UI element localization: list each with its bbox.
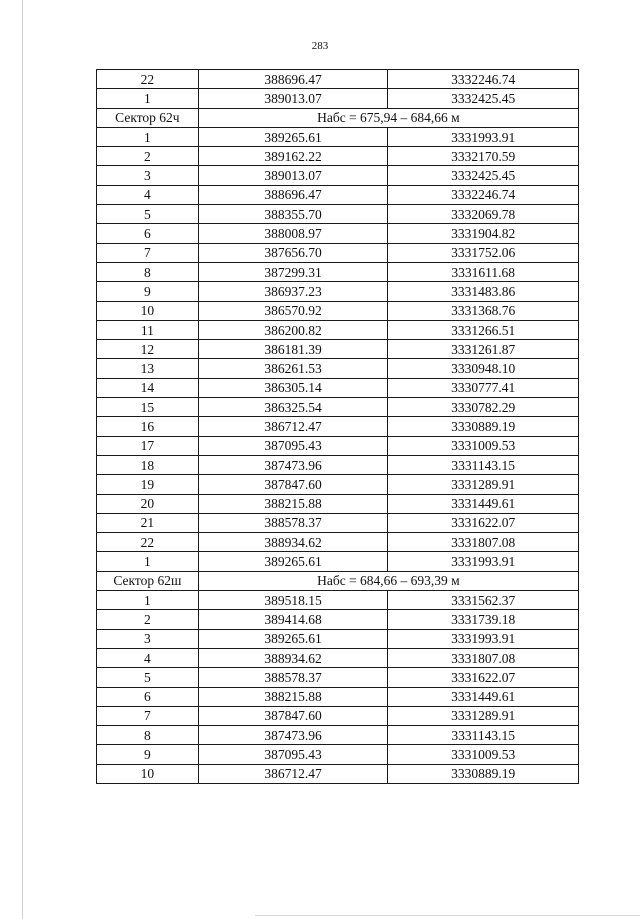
coordinate-x: 387299.31 [198, 262, 388, 281]
coordinate-y: 3331289.91 [388, 475, 579, 494]
coordinate-y: 3331622.07 [388, 668, 579, 687]
table-row [97, 166, 579, 185]
point-number: 10 [97, 301, 199, 320]
point-number: 1 [97, 552, 199, 571]
table-row [97, 320, 579, 339]
coordinate-y: 3330782.29 [388, 398, 579, 417]
point-number: 15 [97, 398, 199, 417]
point-number: 5 [97, 668, 199, 687]
point-number: 22 [97, 533, 199, 552]
coordinate-y: 3331562.37 [388, 591, 579, 610]
coordinate-y: 3331483.86 [388, 282, 579, 301]
coordinate-y: 3331739.18 [388, 610, 579, 629]
coordinate-x: 387656.70 [198, 243, 388, 262]
coordinate-y: 3331368.76 [388, 301, 579, 320]
table-row [97, 262, 579, 281]
point-number: 16 [97, 417, 199, 436]
coordinate-y: 3331261.87 [388, 340, 579, 359]
coordinate-y: 3331143.15 [388, 455, 579, 474]
coordinate-y: 3331266.51 [388, 320, 579, 339]
coordinate-x: 388934.62 [198, 648, 388, 667]
coordinate-y: 3330889.19 [388, 417, 579, 436]
table-row [97, 243, 579, 262]
table-row [97, 513, 579, 532]
coordinate-x: 388696.47 [198, 185, 388, 204]
point-number: 6 [97, 224, 199, 243]
coordinate-y: 3331622.07 [388, 513, 579, 532]
point-number: 11 [97, 320, 199, 339]
point-number: 22 [97, 70, 199, 89]
point-number: 21 [97, 513, 199, 532]
point-number: 14 [97, 378, 199, 397]
coordinate-x: 386181.39 [198, 340, 388, 359]
coordinate-y: 3332246.74 [388, 185, 579, 204]
scan-edge-left [22, 0, 23, 919]
coordinate-y: 3331009.53 [388, 745, 579, 764]
point-number: 2 [97, 147, 199, 166]
coordinate-y: 3330948.10 [388, 359, 579, 378]
table-row [97, 282, 579, 301]
point-number: 5 [97, 205, 199, 224]
coordinate-x: 387095.43 [198, 745, 388, 764]
section-name: Сектор 62ш [97, 571, 199, 590]
table-row [97, 494, 579, 513]
coordinate-y: 3331904.82 [388, 224, 579, 243]
coordinate-x: 389265.61 [198, 552, 388, 571]
table-row [97, 378, 579, 397]
table-row [97, 205, 579, 224]
scan-edge-bottom [255, 915, 640, 916]
table-row [97, 455, 579, 474]
point-number: 18 [97, 455, 199, 474]
coordinate-y: 3331611.68 [388, 262, 579, 281]
coordinate-y: 3331752.06 [388, 243, 579, 262]
coordinate-y: 3332170.59 [388, 147, 579, 166]
table-row [97, 301, 579, 320]
point-number: 4 [97, 185, 199, 204]
coordinate-x: 387847.60 [198, 706, 388, 725]
point-number: 3 [97, 166, 199, 185]
table-row [97, 745, 579, 764]
point-number: 8 [97, 726, 199, 745]
table-row [97, 89, 579, 108]
coordinate-x: 387847.60 [198, 475, 388, 494]
coordinate-y: 3332246.74 [388, 70, 579, 89]
table-row [97, 185, 579, 204]
coordinate-x: 388696.47 [198, 70, 388, 89]
coordinate-y: 3331449.61 [388, 494, 579, 513]
coordinates-table-body [97, 70, 579, 784]
point-number: 12 [97, 340, 199, 359]
coordinate-x: 388355.70 [198, 205, 388, 224]
table-row [97, 687, 579, 706]
coordinate-y: 3330777.41 [388, 378, 579, 397]
point-number: 7 [97, 243, 199, 262]
coordinate-y: 3331807.08 [388, 648, 579, 667]
coordinate-x: 387473.96 [198, 455, 388, 474]
table-row [97, 629, 579, 648]
coordinate-x: 389162.22 [198, 147, 388, 166]
coordinate-x: 386937.23 [198, 282, 388, 301]
coordinates-table [96, 69, 579, 784]
table-row [97, 127, 579, 146]
point-number: 6 [97, 687, 199, 706]
section-header-row [97, 108, 579, 127]
point-number: 1 [97, 591, 199, 610]
coordinate-x: 389265.61 [198, 629, 388, 648]
section-height-range: Набс = 675,94 – 684,66 м [198, 108, 578, 127]
point-number: 13 [97, 359, 199, 378]
coordinate-x: 389518.15 [198, 591, 388, 610]
coordinate-y: 3331289.91 [388, 706, 579, 725]
coordinate-x: 386570.92 [198, 301, 388, 320]
table-row [97, 475, 579, 494]
coordinate-y: 3331993.91 [388, 629, 579, 648]
coordinate-y: 3332425.45 [388, 166, 579, 185]
table-row [97, 70, 579, 89]
table-row [97, 224, 579, 243]
table-row [97, 436, 579, 455]
point-number: 1 [97, 89, 199, 108]
coordinate-x: 386200.82 [198, 320, 388, 339]
point-number: 17 [97, 436, 199, 455]
table-row [97, 610, 579, 629]
point-number: 20 [97, 494, 199, 513]
coordinate-x: 386712.47 [198, 764, 388, 783]
coordinate-x: 388215.88 [198, 494, 388, 513]
coordinate-x: 388578.37 [198, 668, 388, 687]
point-number: 2 [97, 610, 199, 629]
coordinate-x: 388215.88 [198, 687, 388, 706]
section-name: Сектор 62ч [97, 108, 199, 127]
table-row [97, 591, 579, 610]
coordinate-x: 387095.43 [198, 436, 388, 455]
table-row [97, 417, 579, 436]
coordinate-y: 3331807.08 [388, 533, 579, 552]
coordinate-x: 388934.62 [198, 533, 388, 552]
section-header-row [97, 571, 579, 590]
coordinate-x: 389013.07 [198, 166, 388, 185]
table-row [97, 398, 579, 417]
coordinate-x: 389265.61 [198, 127, 388, 146]
coordinate-x: 387473.96 [198, 726, 388, 745]
section-height-range: Набс = 684,66 – 693,39 м [198, 571, 578, 590]
coordinate-y: 3331993.91 [388, 552, 579, 571]
page-number: 283 [311, 40, 329, 52]
coordinate-x: 389414.68 [198, 610, 388, 629]
coordinate-x: 386325.54 [198, 398, 388, 417]
point-number: 10 [97, 764, 199, 783]
point-number: 19 [97, 475, 199, 494]
coordinate-y: 3331009.53 [388, 436, 579, 455]
point-number: 3 [97, 629, 199, 648]
table-row [97, 533, 579, 552]
table-row [97, 706, 579, 725]
coordinate-x: 386305.14 [198, 378, 388, 397]
table-row [97, 340, 579, 359]
coordinate-x: 389013.07 [198, 89, 388, 108]
coordinate-y: 3331449.61 [388, 687, 579, 706]
table-row [97, 726, 579, 745]
table-row [97, 764, 579, 783]
coordinate-x: 386261.53 [198, 359, 388, 378]
table-row [97, 552, 579, 571]
point-number: 9 [97, 745, 199, 764]
point-number: 1 [97, 127, 199, 146]
point-number: 7 [97, 706, 199, 725]
table-row [97, 648, 579, 667]
table-row [97, 147, 579, 166]
coordinate-x: 386712.47 [198, 417, 388, 436]
coordinate-y: 3332069.78 [388, 205, 579, 224]
point-number: 4 [97, 648, 199, 667]
coordinate-x: 388008.97 [198, 224, 388, 243]
coordinate-y: 3331143.15 [388, 726, 579, 745]
coordinate-y: 3331993.91 [388, 127, 579, 146]
coordinate-x: 388578.37 [198, 513, 388, 532]
coordinate-y: 3330889.19 [388, 764, 579, 783]
table-row [97, 359, 579, 378]
point-number: 8 [97, 262, 199, 281]
table-row [97, 668, 579, 687]
coordinate-y: 3332425.45 [388, 89, 579, 108]
point-number: 9 [97, 282, 199, 301]
